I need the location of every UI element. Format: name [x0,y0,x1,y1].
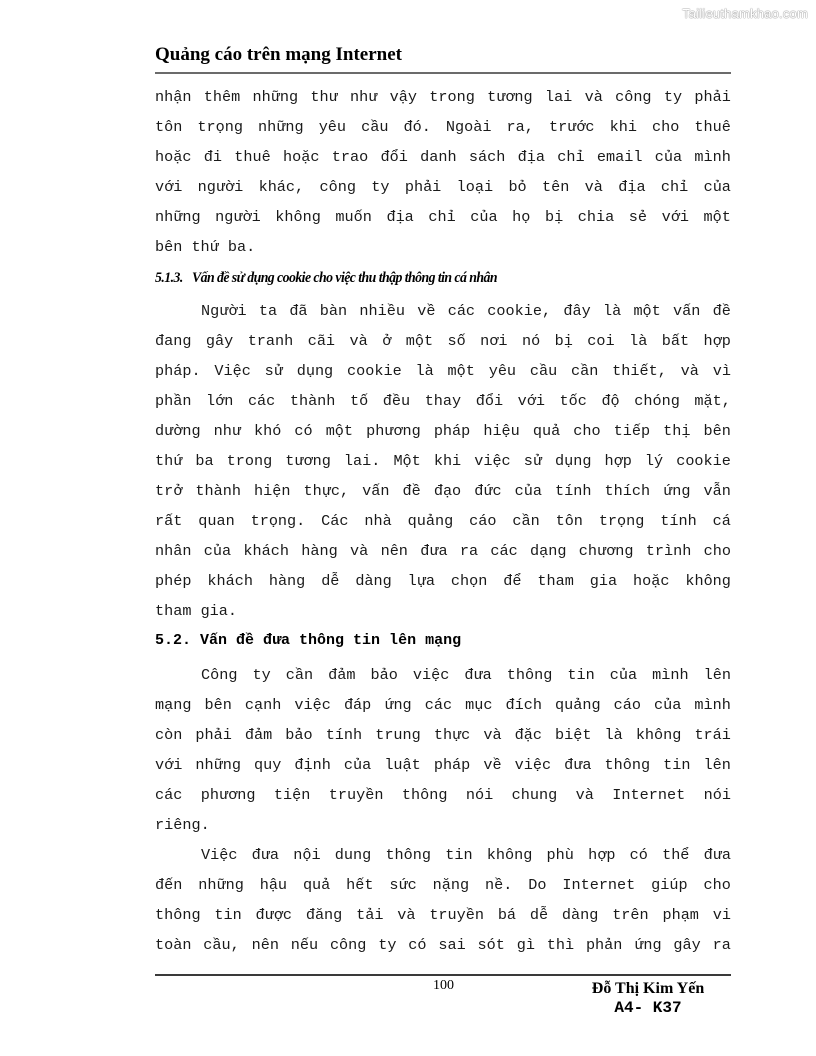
text-line: Việc đưa nội dung thông tin không phù hợp có thể đưa [201,846,731,864]
text-line: tôn trọng những yêu cầu đó. Ngoài ra, trước khi cho thuê [155,118,731,136]
author-class: A4- K37 [614,999,682,1017]
paragraph-3 [155,660,731,840]
document-body [155,82,731,960]
subsection-number: 5.1.3. [155,270,183,286]
text-line: nhận thêm những thư như vậy trong tương lai và công ty phải [155,88,731,106]
text-line: những người không muốn địa chỉ của họ bị chia sẻ với một [155,208,731,226]
text-line: với những quy định của luật pháp về việc đưa thông tin lên [155,756,731,774]
text-line: còn phải đảm bảo tính trung thực và đặc biệt là không trái [155,726,731,744]
paragraph-2 [155,296,731,626]
section-heading-5-2 [155,626,731,660]
paragraph-4 [155,840,731,960]
subsection-heading-5-1-3 [155,262,685,296]
subsection-title: Vấn đề sử dụng cookie cho việc thu thập thông tin cá nhân [191,270,497,286]
text-line: Công ty cần đảm bảo việc đưa thông tin của mình lên [201,666,731,684]
text-line: rất quan trọng. Các nhà quảng cáo cần tôn trọng tính cá [155,512,731,530]
header-divider [155,72,731,74]
page-header-title: Quảng cáo trên mạng Internet [155,44,402,65]
text-line: mạng bên cạnh việc đáp ứng các mục đích quảng cáo của mình [155,696,731,714]
author-name: Đỗ Thị Kim Yến [591,980,705,997]
text-line: dường như khó có một phương pháp hiệu quả cho tiếp thị bên [155,422,731,440]
text-line: bên thứ ba. [155,238,256,256]
paragraph-1 [155,82,731,262]
text-line: đang gây tranh cãi và ở một số nơi nó bị coi là bất hợp [155,332,731,350]
text-line: thứ ba trong tương lai. Một khi việc sử dụng hợp lý cookie [155,452,731,470]
text-line: tham gia. [155,602,238,620]
section-number: 5.2. [155,632,192,649]
footer-divider [155,974,731,976]
section-title: Vấn đề đưa thông tin lên mạng [200,632,462,649]
text-line: nhân của khách hàng và nên đưa ra các dạng chương trình cho [155,542,731,560]
text-line: thông tin được đăng tải và truyền bá dễ dàng trên phạm vi [155,906,731,924]
text-line: phần lớn các thành tố đều thay đổi với tốc độ chóng mặt, [155,392,731,410]
watermark: Tailieuthamkhao.com [682,6,808,21]
text-line: riêng. [155,816,210,834]
text-line: toàn cầu, nên nếu công ty có sai sót gì thì phản ứng gây ra [155,936,731,954]
text-line: phép khách hàng dễ dàng lựa chọn để tham gia hoặc không [155,572,731,590]
page-number: 100 [433,978,454,993]
text-line: Người ta đã bàn nhiều về các cookie, đây là một vấn đề [201,302,731,320]
text-line: với người khác, công ty phải loại bỏ tên và địa chỉ của [155,178,731,196]
text-line: pháp. Việc sử dụng cookie là một yêu cầu cần thiết, và vì [155,362,731,380]
text-line: các phương tiện truyền thông nói chung và Internet nói [155,786,731,804]
text-line: đến những hậu quả hết sức nặng nề. Do Internet giúp cho [155,876,731,894]
text-line: hoặc đi thuê hoặc trao đổi danh sách địa chỉ email của mình [155,148,731,166]
text-line: trở thành hiện thực, vấn đề đạo đức của tính thích ứng vẫn [155,482,731,500]
